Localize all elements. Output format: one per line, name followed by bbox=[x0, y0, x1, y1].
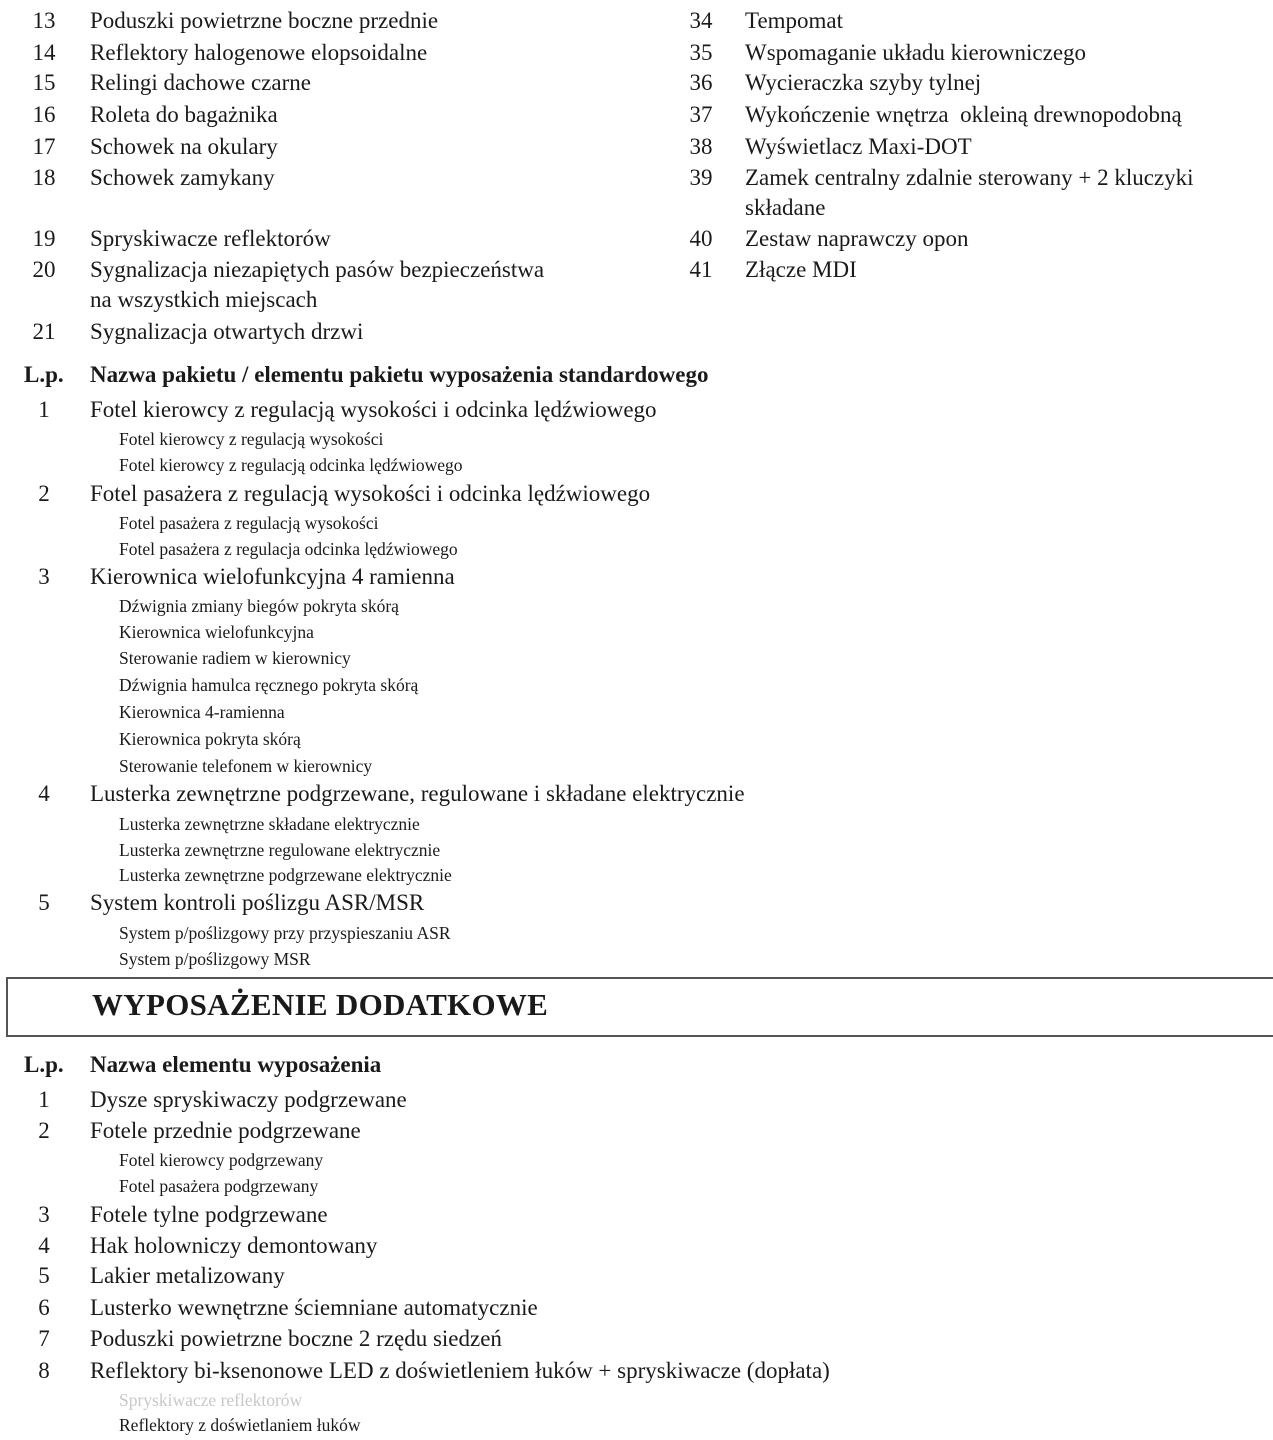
header-lp: L.p. bbox=[24, 1052, 64, 1077]
item-number: 5 bbox=[38, 1263, 50, 1288]
item-text-line: składane bbox=[745, 195, 826, 220]
package-subitem: Lusterka zewnętrzne regulowane elektrycznie bbox=[119, 840, 441, 860]
list-item bbox=[0, 316, 363, 347]
table-header bbox=[24, 359, 708, 390]
item-number: 38 bbox=[689, 134, 713, 159]
package-subitem: Lusterka zewnętrzne składane elektrycznie bbox=[119, 814, 420, 834]
list-subitem: Fotel kierowcy podgrzewany bbox=[119, 1150, 324, 1170]
item-text: Złącze MDI bbox=[745, 257, 857, 282]
package-subitem: System p/poślizgowy MSR bbox=[119, 949, 311, 969]
package-subitem: Dźwignia hamulca ręcznego pokryta skórą bbox=[119, 675, 419, 695]
list-item bbox=[684, 223, 969, 254]
package-item bbox=[0, 394, 657, 425]
item-text: Fotele tylne podgrzewane bbox=[90, 1202, 328, 1227]
item-number: 17 bbox=[32, 134, 56, 159]
list-item bbox=[0, 1292, 538, 1323]
section-title: WYPOSAŻENIE DODATKOWE bbox=[92, 987, 549, 1022]
item-number: 3 bbox=[38, 1202, 50, 1227]
package-subitem: Fotel kierowcy z regulacją odcinka lędźwiowego bbox=[119, 455, 463, 475]
item-number: 21 bbox=[32, 319, 56, 344]
item-text: Tempomat bbox=[745, 8, 844, 33]
item-number: 36 bbox=[689, 70, 713, 95]
item-number: 15 bbox=[32, 70, 56, 95]
table-header bbox=[24, 1049, 381, 1080]
package-subitem: Sterowanie telefonem w kierownicy bbox=[119, 756, 373, 776]
item-text: Wykończenie wnętrza okleiną drewnopodobną bbox=[745, 102, 1182, 127]
package-subitem: Sterowanie radiem w kierownicy bbox=[119, 648, 351, 668]
item-number: 4 bbox=[38, 1233, 50, 1258]
item-number: 16 bbox=[32, 102, 56, 127]
item-number: 35 bbox=[689, 40, 713, 65]
item-text-line: Sygnalizacja niezapiętych pasów bezpieczeństwa bbox=[90, 257, 545, 282]
item-text: Fotele przednie podgrzewane bbox=[90, 1118, 361, 1143]
item-text: Roleta do bagażnika bbox=[90, 102, 278, 127]
list-item bbox=[0, 67, 311, 98]
package-subitem: Fotel kierowcy z regulacją wysokości bbox=[119, 429, 384, 449]
package-subitem: Fotel pasażera z regulacja odcinka lędźwiowego bbox=[119, 539, 458, 559]
header-name: Nazwa pakietu / elementu pakietu wyposażenia standardowego bbox=[90, 362, 709, 387]
item-number: 4 bbox=[38, 781, 50, 806]
list-item bbox=[0, 131, 278, 162]
item-number: 1 bbox=[38, 1087, 50, 1112]
item-number: 6 bbox=[38, 1295, 50, 1320]
list-item bbox=[684, 5, 843, 36]
item-text: Lakier metalizowany bbox=[90, 1263, 285, 1288]
list-item bbox=[0, 37, 427, 68]
item-text: Reflektory bi-ksenonowe LED z doświetleniem łuków + spryskiwacze (dopłata) bbox=[90, 1358, 830, 1383]
package-subitem: Kierownica wielofunkcyjna bbox=[119, 622, 314, 642]
list-item bbox=[684, 37, 1086, 68]
package-subitem: Fotel pasażera z regulacją wysokości bbox=[119, 513, 379, 533]
package-subitem: Lusterka zewnętrzne podgrzewane elektrycznie bbox=[119, 865, 452, 885]
list-item bbox=[684, 99, 1182, 130]
list-item bbox=[684, 67, 981, 98]
item-text: Lusterko wewnętrzne ściemniane automatycznie bbox=[90, 1295, 538, 1320]
list-item bbox=[0, 162, 275, 193]
package-subitem: Dźwignia zmiany biegów pokryta skórą bbox=[119, 596, 399, 616]
item-text: Spryskiwacze reflektorów bbox=[90, 226, 331, 251]
item-text-line: Zamek centralny zdalnie sterowany + 2 kluczyki bbox=[745, 165, 1194, 190]
package-item bbox=[0, 887, 424, 918]
item-number: 40 bbox=[689, 226, 713, 251]
item-number: 41 bbox=[689, 257, 713, 282]
list-subitem: Reflektory z doświetlaniem łuków bbox=[119, 1415, 361, 1435]
item-number: 37 bbox=[689, 102, 713, 127]
item-number: 18 bbox=[32, 165, 56, 190]
list-item bbox=[0, 223, 331, 254]
list-item bbox=[0, 99, 278, 130]
list-item bbox=[684, 131, 972, 162]
item-text: Hak holowniczy demontowany bbox=[90, 1233, 378, 1258]
item-text: Kierownica wielofunkcyjna 4 ramienna bbox=[90, 564, 455, 589]
item-number: 8 bbox=[38, 1358, 50, 1383]
list-item bbox=[0, 1230, 377, 1261]
item-number: 2 bbox=[38, 1118, 50, 1143]
item-text: Wyświetlacz Maxi-DOT bbox=[745, 134, 972, 159]
list-item bbox=[684, 162, 1194, 223]
list-item bbox=[0, 1355, 830, 1386]
list-item bbox=[0, 1199, 328, 1230]
item-number: 7 bbox=[38, 1326, 50, 1351]
package-item bbox=[0, 561, 455, 592]
item-number: 39 bbox=[689, 165, 713, 190]
section-header-box bbox=[6, 977, 1273, 1037]
item-text: Schowek zamykany bbox=[90, 165, 275, 190]
item-text: Fotel pasażera z regulacją wysokości i odcinka lędźwiowego bbox=[90, 481, 651, 506]
item-text: Poduszki powietrzne boczne 2 rzędu siedzeń bbox=[90, 1326, 502, 1351]
item-number: 20 bbox=[32, 257, 56, 282]
list-item bbox=[684, 254, 857, 285]
item-text: Lusterka zewnętrzne podgrzewane, regulowane i składane elektrycznie bbox=[90, 781, 745, 806]
item-text-line: na wszystkich miejscach bbox=[90, 287, 318, 312]
item-number: 14 bbox=[32, 40, 56, 65]
item-number: 13 bbox=[32, 8, 56, 33]
package-subitem: Kierownica 4-ramienna bbox=[119, 702, 285, 722]
list-item bbox=[0, 5, 438, 36]
list-item bbox=[0, 1115, 361, 1146]
item-number: 2 bbox=[38, 481, 50, 506]
item-text: System kontroli poślizgu ASR/MSR bbox=[90, 890, 425, 915]
header-name: Nazwa elementu wyposażenia bbox=[90, 1052, 382, 1077]
item-number: 19 bbox=[32, 226, 56, 251]
item-text: Reflektory halogenowe elopsoidalne bbox=[90, 40, 428, 65]
list-subitem: Fotel pasażera podgrzewany bbox=[119, 1176, 319, 1196]
item-text: Wspomaganie układu kierowniczego bbox=[745, 40, 1087, 65]
item-text: Relingi dachowe czarne bbox=[90, 70, 311, 95]
item-text bbox=[745, 163, 1194, 223]
item-number: 3 bbox=[38, 564, 50, 589]
item-text: Zestaw naprawczy opon bbox=[745, 226, 969, 251]
item-text: Sygnalizacja otwartych drzwi bbox=[90, 319, 364, 344]
package-item bbox=[0, 478, 650, 509]
item-number: 1 bbox=[38, 397, 50, 422]
package-item bbox=[0, 778, 745, 809]
list-item bbox=[0, 1084, 407, 1115]
list-subitem: Spryskiwacze reflektorów bbox=[119, 1390, 303, 1410]
header-lp: L.p. bbox=[24, 362, 64, 387]
list-item bbox=[0, 1260, 285, 1291]
item-text: Poduszki powietrzne boczne przednie bbox=[90, 8, 439, 33]
list-item bbox=[0, 1323, 502, 1354]
item-number: 5 bbox=[38, 890, 50, 915]
item-text: Fotel kierowcy z regulacją wysokości i odcinka lędźwiowego bbox=[90, 397, 657, 422]
item-number: 34 bbox=[689, 8, 713, 33]
item-text bbox=[90, 255, 544, 315]
item-text: Wycieraczka szyby tylnej bbox=[745, 70, 982, 95]
item-text: Schowek na okulary bbox=[90, 134, 278, 159]
package-subitem: System p/poślizgowy przy przyspieszaniu ASR bbox=[119, 923, 451, 943]
package-subitem: Kierownica pokryta skórą bbox=[119, 729, 301, 749]
item-text: Dysze spryskiwaczy podgrzewane bbox=[90, 1087, 407, 1112]
list-item bbox=[0, 254, 544, 315]
